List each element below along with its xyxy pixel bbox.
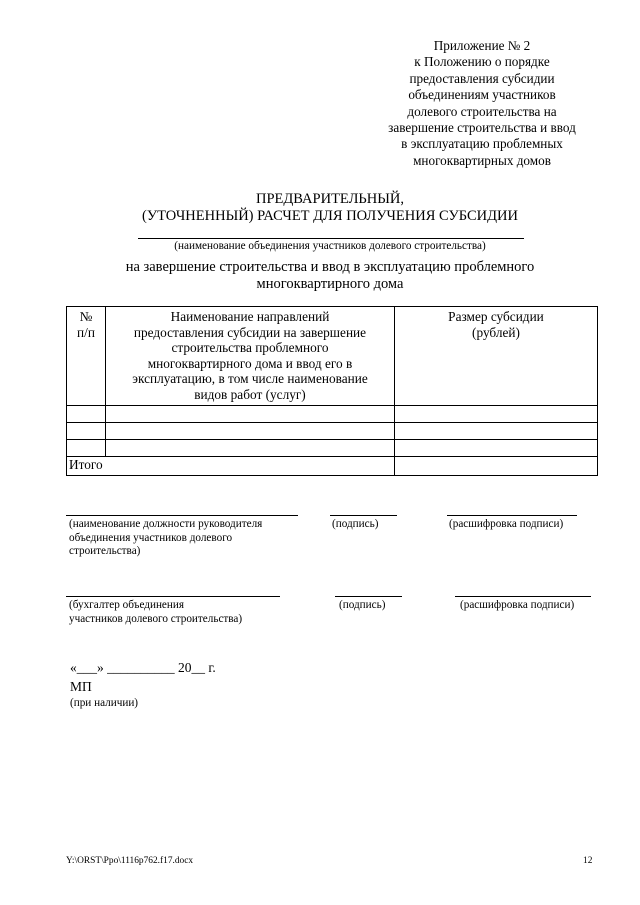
caption-line: (наименование должности руководителя bbox=[69, 518, 263, 530]
table-cell bbox=[67, 405, 106, 422]
header-text: эксплуатацию, в том числе наименование bbox=[132, 371, 368, 387]
accountant-signature-line bbox=[335, 596, 402, 597]
head-decoding-caption: (расшифровка подписи) bbox=[449, 518, 564, 530]
total-value-cell bbox=[395, 456, 598, 475]
appendix-header bbox=[352, 38, 612, 169]
appendix-line: Приложение № 2 bbox=[433, 38, 531, 53]
accountant-decoding-caption: (расшифровка подписи) bbox=[460, 599, 575, 611]
header-direction-cell bbox=[106, 307, 395, 406]
subtitle-line: многоквартирного дома bbox=[256, 276, 404, 292]
appendix-line: завершение строительства и ввод bbox=[388, 120, 576, 136]
appendix-line: предоставления субсидии bbox=[409, 70, 555, 86]
accountant-signature-caption: (подпись) bbox=[339, 599, 386, 611]
header-text: предоставления субсидии на завершение bbox=[133, 324, 367, 340]
table-cell bbox=[67, 439, 106, 456]
header-text: Наименование направлений bbox=[170, 309, 330, 324]
table-cell bbox=[106, 405, 395, 422]
table-cell bbox=[395, 405, 598, 422]
accountant-position-caption bbox=[69, 599, 242, 626]
table-cell bbox=[106, 422, 395, 439]
header-number-cell bbox=[67, 307, 106, 406]
table-row bbox=[67, 405, 598, 422]
head-signature-line bbox=[330, 515, 397, 516]
table-cell bbox=[395, 422, 598, 439]
header-amount-cell bbox=[395, 307, 598, 406]
header-text: Размер субсидии bbox=[448, 309, 544, 324]
footer-file-path: Y:\ORST\Ppo\1116p762.f17.docx bbox=[66, 856, 194, 866]
header-text: п/п bbox=[77, 324, 95, 340]
caption-line: строительства) bbox=[69, 545, 141, 558]
title-line: (УТОЧНЕННЫЙ) РАСЧЕТ ДЛЯ ПОЛУЧЕНИЯ СУБСИДИИ bbox=[142, 208, 518, 224]
head-position-line bbox=[66, 515, 298, 516]
stamp-label: МП bbox=[70, 679, 92, 694]
org-name-underline bbox=[138, 238, 524, 239]
document-subtitle bbox=[60, 259, 600, 293]
table-cell bbox=[106, 439, 395, 456]
caption-line: участников долевого строительства) bbox=[69, 612, 243, 625]
appendix-line: долевого строительства на bbox=[407, 103, 557, 119]
title-line: ПРЕДВАРИТЕЛЬНЫЙ, bbox=[256, 191, 404, 207]
head-decoding-line bbox=[447, 515, 577, 516]
subtitle-line: на завершение строительства и ввод в эксплуатацию проблемного bbox=[125, 259, 535, 275]
head-signature-caption: (подпись) bbox=[332, 518, 379, 530]
header-text: многоквартирного дома и ввод его в bbox=[147, 355, 353, 371]
stamp-note: (при наличии) bbox=[70, 697, 139, 709]
table-total-row bbox=[67, 456, 598, 475]
accountant-decoding-line bbox=[455, 596, 591, 597]
caption-line: (бухгалтер объединения bbox=[69, 599, 185, 611]
subsidy-table bbox=[66, 306, 598, 476]
appendix-line: в эксплуатацию проблемных bbox=[401, 136, 563, 152]
header-text: строительства проблемного bbox=[171, 340, 329, 356]
appendix-line: многоквартирных домов bbox=[413, 152, 551, 168]
accountant-position-line bbox=[66, 596, 280, 597]
appendix-line: к Положению о порядке bbox=[414, 54, 550, 70]
date-line: «___» __________ 20__ г. bbox=[70, 660, 216, 675]
header-text: видов работ (услуг) bbox=[194, 386, 306, 402]
org-name-caption: (наименование объединения участников долевого строительства) bbox=[174, 240, 486, 252]
table-row bbox=[67, 422, 598, 439]
document-title bbox=[60, 191, 600, 225]
caption-line: объединения участников долевого bbox=[69, 531, 233, 544]
table-cell bbox=[67, 422, 106, 439]
table-row bbox=[67, 439, 598, 456]
header-text: № bbox=[79, 309, 93, 324]
table-cell bbox=[395, 439, 598, 456]
table-header-row bbox=[67, 307, 598, 406]
header-text: (рублей) bbox=[472, 324, 520, 340]
appendix-line: объединениям участников bbox=[408, 87, 556, 103]
total-label: Итого bbox=[67, 456, 395, 475]
head-position-caption bbox=[69, 518, 262, 559]
footer-page-number: 12 bbox=[583, 856, 593, 866]
